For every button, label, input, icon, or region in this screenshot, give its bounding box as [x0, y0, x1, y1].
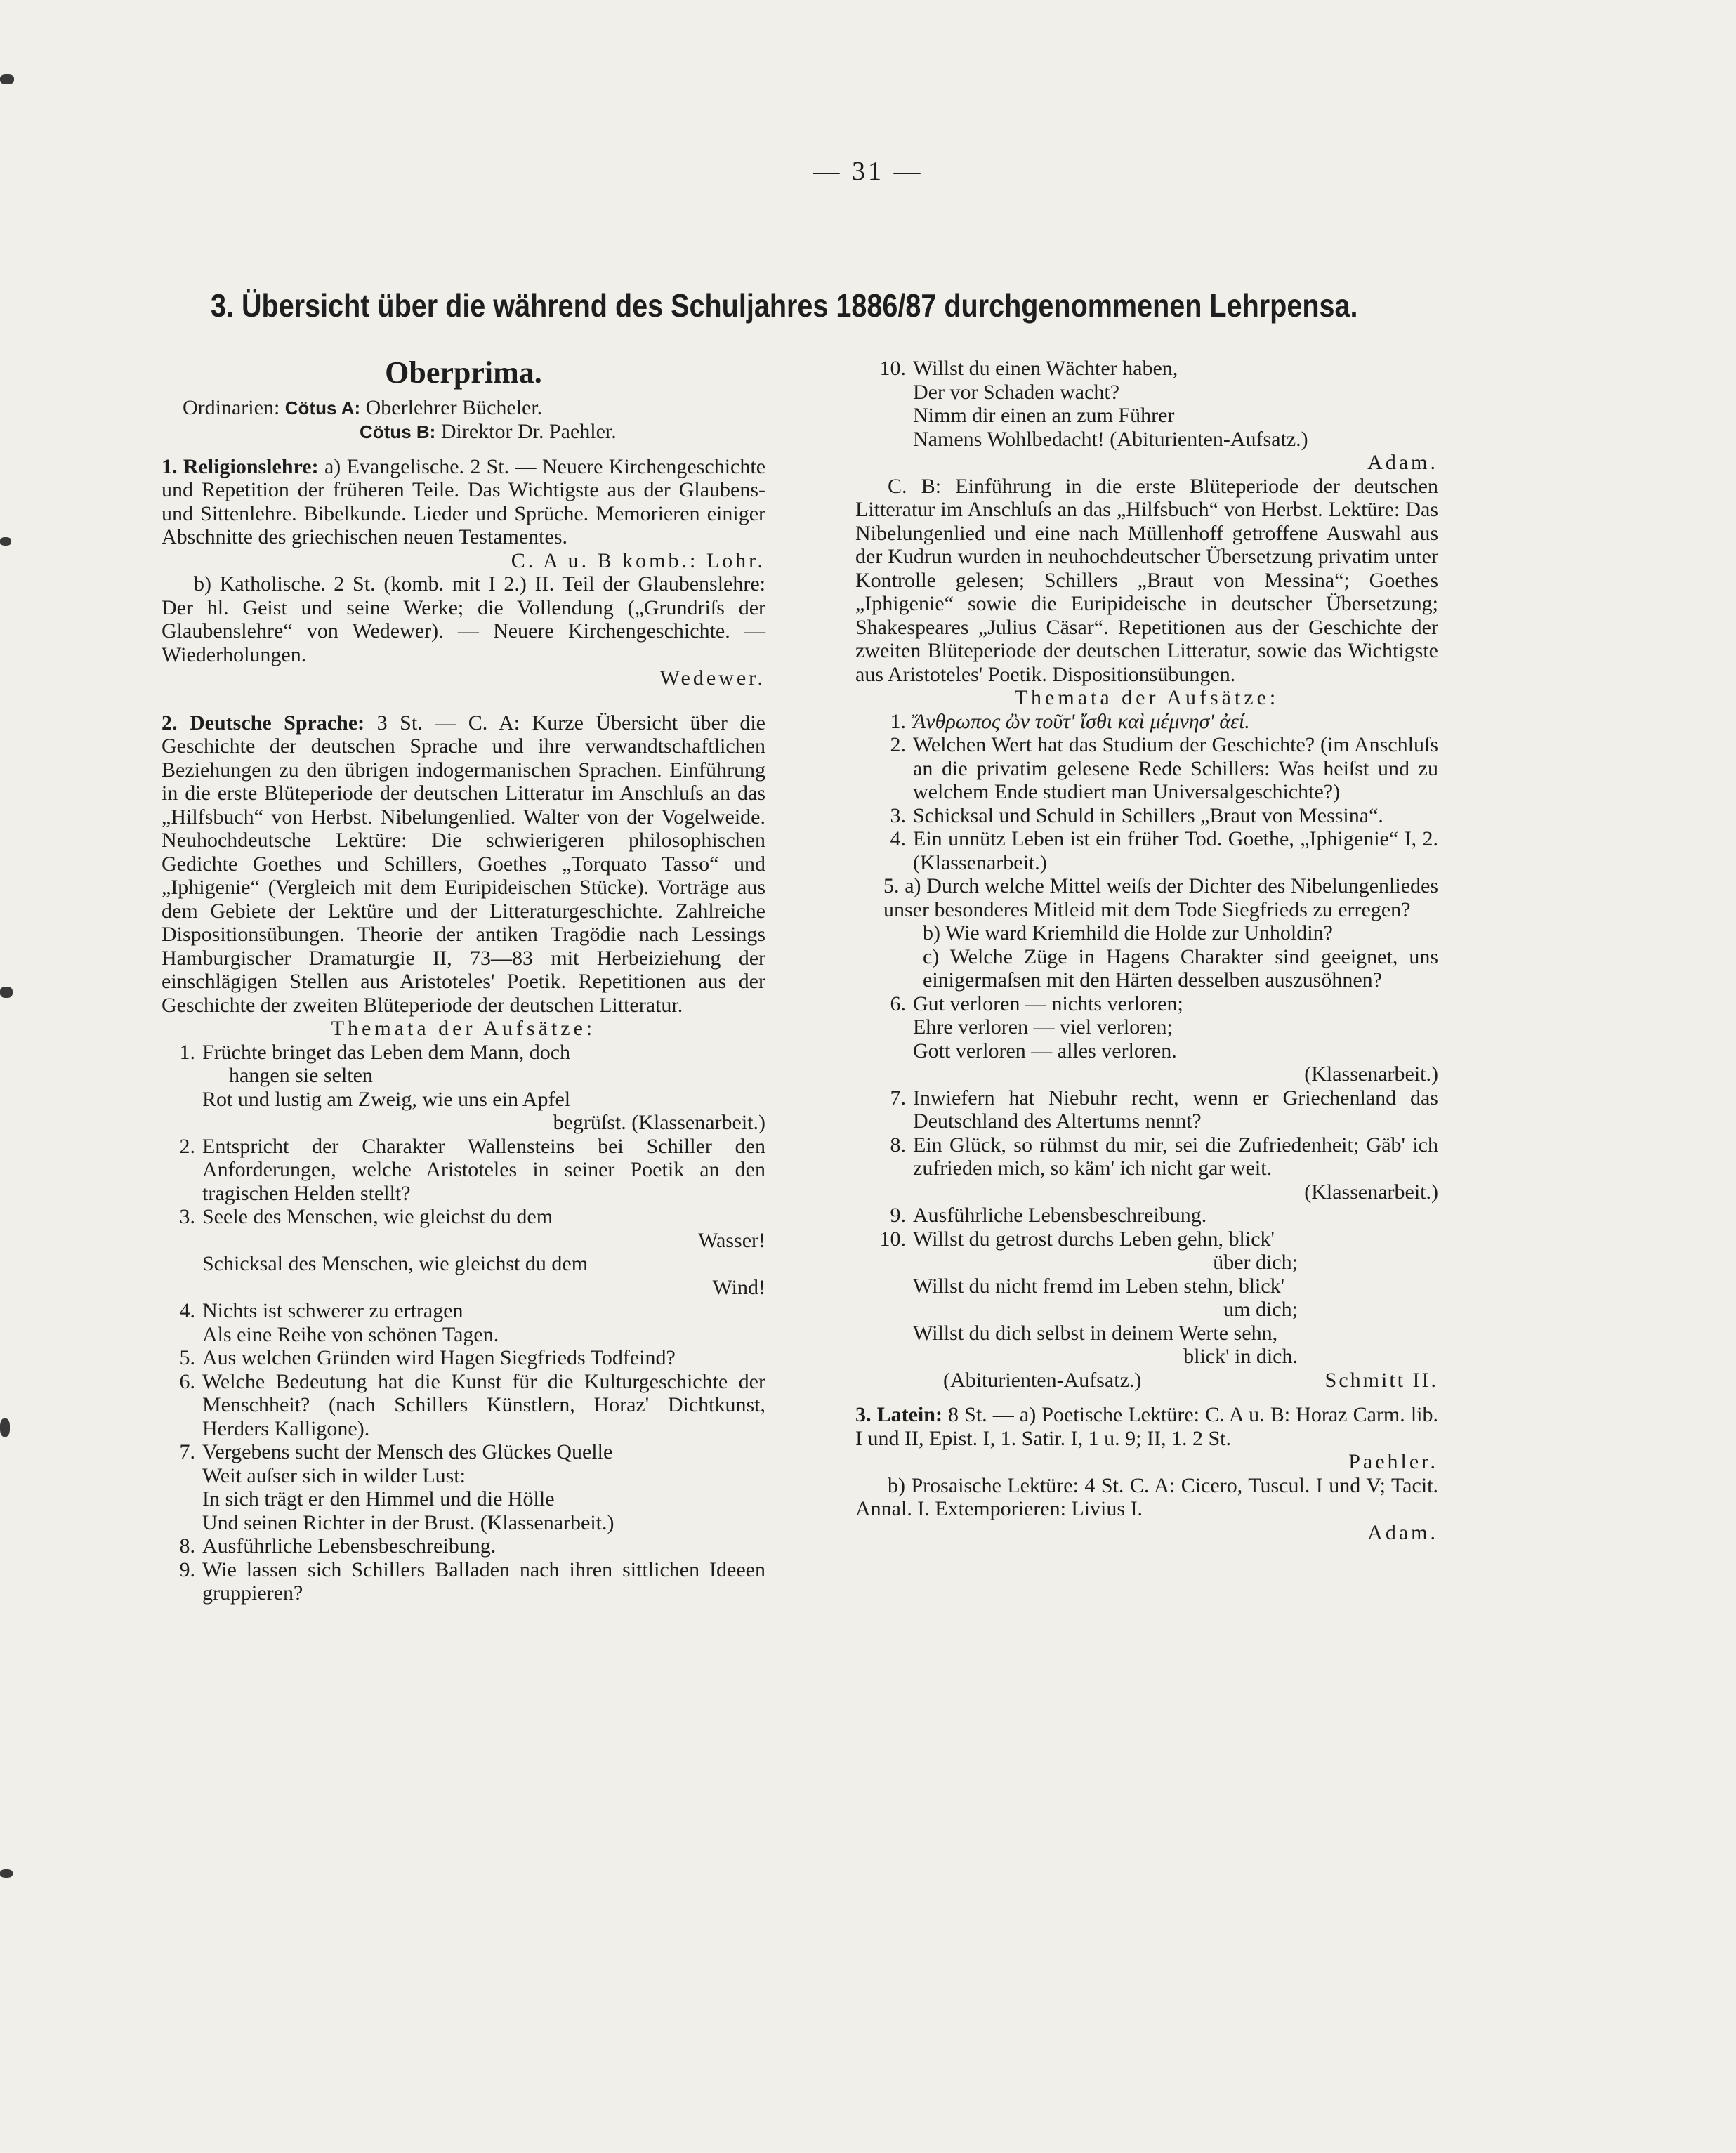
latein-b-text: b) Prosaische Lektüre: 4 St. C. A: Cicero, Tuscul. I und V; Tacit. Annal. I. Extemporieren: Livius I.	[855, 1473, 1438, 1520]
edge-blot	[0, 987, 13, 998]
religion-heading: 1. Religionslehre:	[162, 454, 319, 478]
list-item: 2. Welchen Wert hat das Studium der Geschichte? (im Anschluſs an die privatim gelesene Rede Schillers: Was heiſst und zu welchem Ende studiert man Universalgeschichte?)	[890, 733, 1438, 803]
edge-blot	[0, 1418, 10, 1437]
list-item: 3. Schicksal und Schuld in Schillers „Braut von Messina“.	[890, 803, 1383, 827]
deutsch-text: 3 St. — C. A: Kurze Übersicht über die Geschichte der deutschen Sprache und ihre verwandtschaftlichen Beziehungen zu den übrigen indogermanischen Sprachen. Einführung in die erste Blüteperiode der deutschen Litteratur im Anschluſs an das „Hilfsbuch“ von Herbst. Nibelungenlied. Walter von der Vogelweide. Neuhochdeutsche Lektüre: Die schwierigeren philosophischen Gedichte Goethes und Schillers, Goethes „Torquato Tasso“ und „Iphigenie“ (Vergleich mit dem Euripideischen Stücke). Vorträge aus dem Gebiete der Lektüre und der Litteraturgeschichte. Zahlreiche Dispositionsübungen. Theorie der antiken Tragödie nach Lessings Hamburgischer Dramaturgie II, 73—83 mit Herbeiziehung der einschlägigen Stellen aus Aristoteles' Poetik. Repetitionen aus der Geschichte der zweiten Blüteperiode der deutschen Litteratur.	[162, 711, 765, 1017]
list-item: 3. Seele des Menschen, wie gleichst du dem Wasser! Schicksal des Menschen, wie gleichst du dem Wind!	[179, 1205, 765, 1299]
cotus-b-deutsch-text: C. B: Einführung in die erste Blüteperiode der deutschen Litteratur im Anschluſs an das „Hilfsbuch“ von Herbst. Lektüre: Das Nibelungenlied und eine nach Müllenhoff getroffene Auswahl aus der Kudrun wurden in neuhochdeutscher Übersetzung privatim unter Kontrolle gelesen; Schillers „Braut von Messina“; Goethes „Iphigenie“ sowie die Euripideische in deutscher Übersetzung; Shakespeares „Julius Cäsar“. Repetitionen aus der Geschichte der zweiten Blüteperiode der deutschen Litteratur, sowie das Wichtigste aus Aristoteles' Poetik. Dispositionsübungen.	[855, 474, 1438, 686]
list-item: 8. Ausführliche Lebensbeschreibung.	[179, 1534, 497, 1558]
page-number: — 31 —	[813, 157, 923, 186]
list-item: 6. Welche Bedeutung hat die Kunst für die Kulturgeschichte der Menschheit? (nach Schillers Künstlern, Horaz' Dichtkunst, Herders Kalligone).	[179, 1369, 765, 1440]
ordinarien-label: Ordinarien:	[183, 395, 280, 419]
list-item: 5. Aus welchen Gründen wird Hagen Siegfrieds Todfeind?	[179, 1346, 676, 1369]
list-item: 10. Willst du einen Wächter haben, Der vor Schaden wacht? Nimm dir einen an zum Führer Namens Wohlbedacht! (Abiturienten-Aufsatz.)	[879, 357, 1308, 451]
thema-10-footer: (Abiturienten-Aufsatz.) Schmitt II.	[943, 1368, 1438, 1392]
ordinarien-block	[183, 396, 765, 444]
cotus-b-teacher: Direktor Dr. Paehler.	[440, 419, 617, 443]
list-item: 9. Ausführliche Lebensbeschreibung.	[890, 1204, 1207, 1227]
religion-katholisch-text: b) Katholische. 2 St. (komb. mit I 2.) II. Teil der Glaubenslehre: Der hl. Geist und seine Werke; die Vollendung („Grundriſs der Glaubenslehre“ von Wedewer). — Neuere Kirchengeschichte. — Wiederholungen.	[162, 572, 765, 666]
cotus-a-teacher: Oberlehrer Bücheler.	[365, 395, 543, 419]
list-item: 4. Ein unnütz Leben ist ein früher Tod. Goethe, „Iphigenie“ I, 2. (Klassenarbeit.)	[890, 827, 1438, 874]
edge-blot	[0, 537, 11, 546]
item10-teacher: Adam.	[1367, 451, 1438, 474]
class-title: Oberprima.	[385, 355, 542, 390]
religion-a-teacher: C. A u. B komb.: Lohr.	[511, 548, 765, 572]
list-item: 1. Früchte bringet das Leben dem Mann, doch hangen sie selten Rot und lustig am Zweig, wie uns ein Apfel begrüſst. (Klassenarbeit.)	[179, 1040, 765, 1134]
edge-blot	[0, 1869, 13, 1878]
latein-b-teacher: Adam.	[1367, 1520, 1438, 1544]
deutsch-heading: 2. Deutsche Sprache:	[162, 711, 365, 735]
religion-evangelisch-text: a) Evangelische. 2 St. — Neuere Kirchengeschichte und Repetition der früheren Teile. Das Wichtigste aus der Glaubens- und Sittenlehre. Bibelkunde. Lieder und Sprüche. Memorieren einiger Abschnitte des griechischen neuen Testamentes.	[162, 454, 766, 548]
section-heading: 3. Übersicht über die während des Schuljahres 1886/87 durchgenommenen Lehrpensa.	[211, 287, 1358, 324]
right-column	[855, 357, 1438, 1544]
list-item: 10. Willst du getrost durchs Leben gehn, blick' über dich; Willst du nicht fremd im Leben stehn, blick' um dich; Willst du dich selbst in deinem Werte sehn, blick' in dich.	[879, 1227, 1298, 1368]
latein-a-teacher: Paehler.	[1348, 1450, 1438, 1473]
cotus-a-label: Cötus A:	[284, 397, 361, 419]
themata-title-right: Themata der Aufsätze:	[1014, 686, 1280, 709]
edge-blot	[0, 74, 14, 84]
list-item: 1. Ἄνθρωπος ὢν τοῦτ' ἴσθι καὶ μέμνησ' ἀεί.	[890, 709, 1250, 733]
cotus-b-label: Cötus B:	[360, 421, 436, 442]
thema-5b: b) Wie ward Kriemhild die Holde zur Unholdin?	[923, 921, 1333, 944]
religion-b-teacher: Wedewer.	[659, 666, 765, 690]
thema-5c: c) Welche Züge in Hagens Charakter sind geeignet, uns einigermaſsen mit den Härten desselben auszusöhnen?	[923, 944, 1438, 992]
latein-a-text: 8 St. — a) Poetische Lektüre: C. A u. B: Horaz Carm. lib. I und II, Epist. I, 1. Satir. I, 1 u. 9; II, 1. 2 St.	[855, 1403, 1439, 1450]
list-item: 7. Vergebens sucht der Mensch des Glückes Quelle Weit auſser sich in wilder Lust: In sich trägt er den Himmel und die Hölle Und seinen Richter in der Brust. (Klassenarbeit.)	[179, 1440, 614, 1534]
list-item: 6. Gut verloren — nichts verloren; Ehre verloren — viel verloren; Gott verloren — alles verloren. (Klassenarbeit.)	[890, 992, 1438, 1086]
themata-title-left: Themata der Aufsätze:	[331, 1017, 596, 1040]
left-column	[162, 357, 765, 1605]
list-item: 2. Entspricht der Charakter Wallensteins bei Schiller den Anforderungen, welche Aristoteles in seiner Poetik an den tragischen Helden stellt?	[179, 1134, 765, 1205]
list-item: 9. Wie lassen sich Schillers Balladen nach ihren sittlichen Ideeen gruppieren?	[179, 1558, 765, 1605]
latein-heading: 3. Latein:	[855, 1403, 942, 1426]
list-item: 4. Nichts ist schwerer zu ertragen Als eine Reihe von schönen Tagen.	[179, 1299, 499, 1346]
list-item: 7. Inwiefern hat Niebuhr recht, wenn er Griechenland das Deutschland des Altertums nennt?	[890, 1086, 1438, 1133]
thema-5a: 5. a) Durch welche Mittel weiſs der Dichter des Nibelungenliedes unser besonderes Mitleid mit dem Tode Siegfrieds zu erregen?	[883, 874, 1438, 921]
list-item: 8. Ein Glück, so rühmst du mir, sei die Zufriedenheit; Gäb' ich zufrieden mich, so käm' ich nicht gar weit. (Klassenarbeit.)	[890, 1133, 1438, 1204]
